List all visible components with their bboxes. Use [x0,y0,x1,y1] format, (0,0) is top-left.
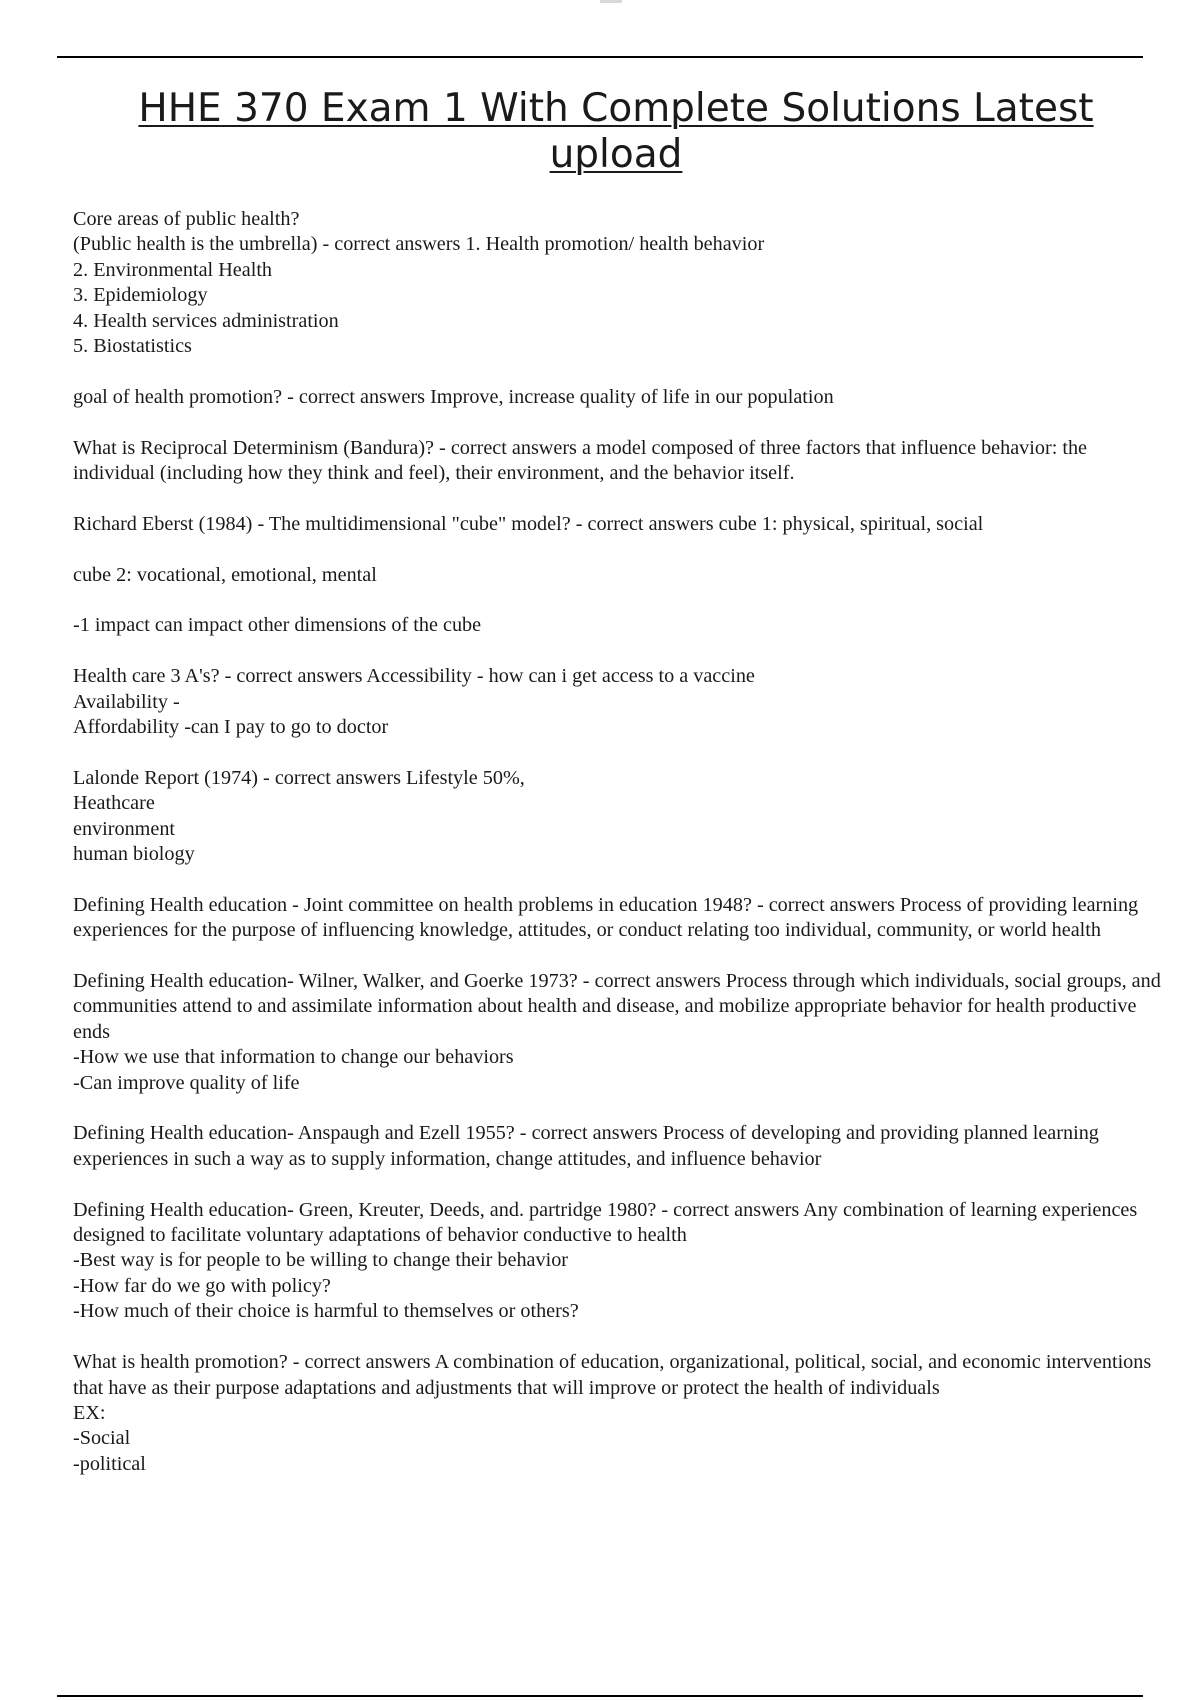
footer-rule [57,1695,1143,1697]
qa-entry: cube 2: vocational, emotional, mental [73,563,377,586]
qa-entry: Defining Health education- Green, Kreuter, Deeds, and. partridge 1980? - correct answers Any combination of learning experiences designed to facilitate voluntary adaptations of behavior conductive to health -Best way is for people to be willing to change their behavior -How far do we go with policy? -How much of their choice is harmful to themselves or others? [73,1198,1138,1323]
qa-entry: Core areas of public health? (Public health is the umbrella) - correct answers 1. Health promotion/ health behavior 2. Environmental Health 3. Epidemiology 4. Health services administration 5. Biostatistics [73,208,765,358]
qa-entry: -1 impact can impact other dimensions of the cube [73,614,482,637]
header-rule [57,56,1143,58]
qa-entry: Richard Eberst (1984) - The multidimensional "cube" model? - correct answers cube 1: physical, spiritual, social [73,512,984,535]
page-top-marker [600,0,622,3]
qa-entry: Health care 3 A's? - correct answers Accessibility - how can i get access to a vaccine Availability - Affordability -can I pay to go to doctor [73,665,755,739]
document-title: HHE 370 Exam 1 With Complete Solutions Latest upload [138,86,1094,177]
qa-entry: Defining Health education- Anspaugh and Ezell 1955? - correct answers Process of developing and providing planned learning experiences in such a way as to supply information, change attitudes, and influence behavior [73,1122,1104,1170]
qa-entry: Defining Health education - Joint committee on health problems in education 1948? - correct answers Process of providing learning experiences for the purpose of influencing knowledge, attitudes, or conduct relating too individual, community, or world health [73,893,1144,942]
qa-entry: What is Reciprocal Determinism (Bandura)? - correct answers a model composed of three factors that influence behavior: the individual (including how they think and feel), their environment, and the behavior itself. [73,436,1093,485]
document-body [73,207,1163,1503]
qa-entry: What is health promotion? - correct answers A combination of education, organizational, political, social, and economic interventions that have as their purpose adaptations and adjustments that will improve or protect the health of individuals EX: -Social -political [73,1351,1152,1475]
qa-entry: Defining Health education- Wilner, Walker, and Goerke 1973? - correct answers Process through which individuals, social groups, and communities attend to and assimilate information about health and disease, and mobilize appropriate behavior for health productive ends -How we use that information to change our behaviors -Can improve quality of life [73,970,1161,1094]
qa-entry: goal of health promotion? - correct answers Improve, increase quality of life in our population [73,385,834,408]
qa-entry: Lalonde Report (1974) - correct answers Lifestyle 50%, Heathcare environment human biology [73,766,525,866]
